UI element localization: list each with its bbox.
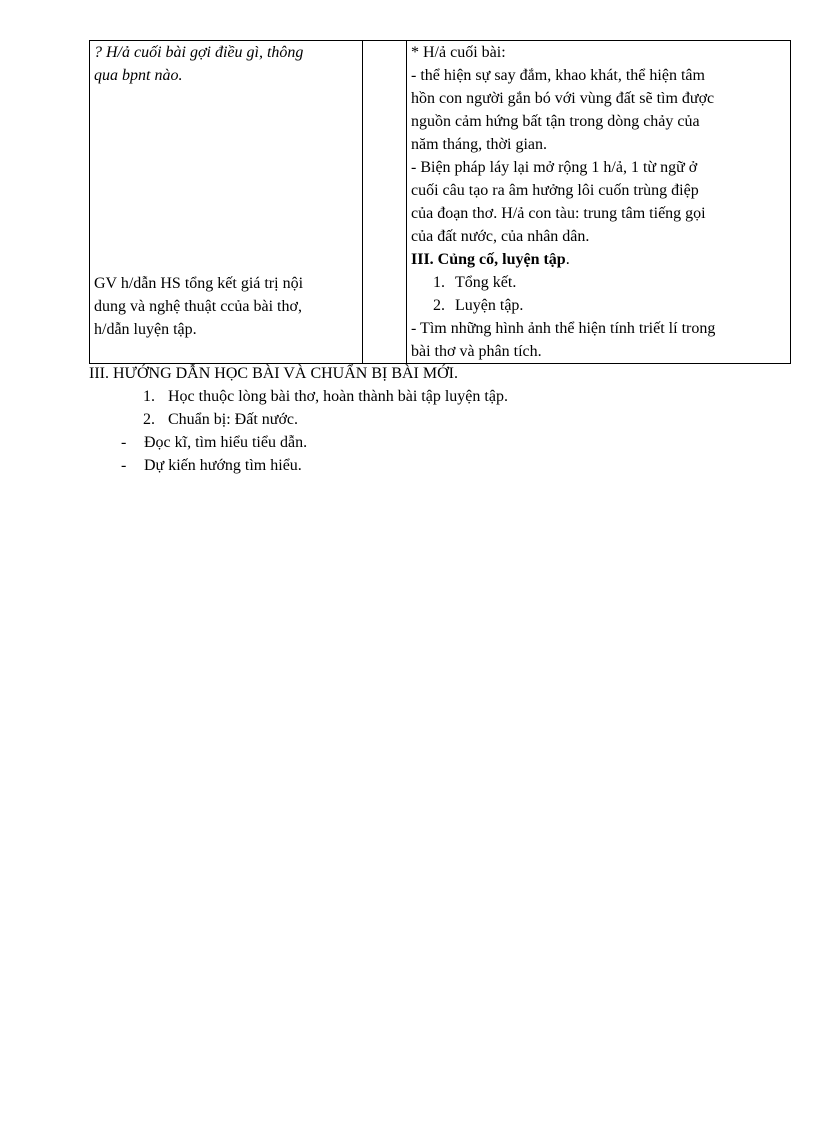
section-3-title: III. Củng cố, luyện tập — [411, 251, 566, 268]
student-activity-cell — [363, 41, 407, 364]
section-3-dot: . — [565, 251, 570, 268]
text-line: - Tìm những hình ảnh thể hiện tính triết lí trong — [411, 320, 716, 337]
content-paragraph-3 — [411, 317, 786, 363]
homework-item — [121, 385, 781, 408]
dash-marker: - — [121, 457, 127, 474]
section-3-heading — [411, 248, 786, 271]
list-text: Luyện tập. — [455, 297, 524, 314]
list-text: Đọc kĩ, tìm hiểu tiểu dẫn. — [144, 434, 308, 451]
homework-item — [121, 408, 781, 431]
text-line: của đất nước, của nhân dân. — [411, 228, 590, 245]
content-heading: * H/ả cuối bài: — [411, 44, 506, 61]
text-line: bài thơ và phân tích. — [411, 343, 542, 360]
text-line: h/dẫn luyện tập. — [94, 321, 197, 338]
text-line: của đoạn thơ. H/ả con tàu: trung tâm tiếng gọi — [411, 205, 706, 222]
content-paragraph-1 — [411, 64, 786, 156]
dash-marker: - — [121, 434, 127, 451]
homework-dash-item — [121, 431, 781, 454]
teacher-question — [94, 41, 358, 87]
list-item — [411, 271, 786, 294]
list-text: Tổng kết. — [455, 274, 517, 291]
list-number: 2. — [143, 411, 155, 428]
teacher-summary — [94, 272, 358, 341]
list-item — [411, 294, 786, 317]
text-line: - Biện pháp láy lại mở rộng 1 h/ả, 1 từ ngữ ở — [411, 159, 698, 176]
list-text: Học thuộc lòng bài thơ, hoàn thành bài tập luyện tập. — [168, 388, 508, 405]
list-number: 1. — [433, 274, 445, 291]
text-line: năm tháng, thời gian. — [411, 136, 547, 153]
text-line: qua bpnt nào. — [94, 67, 183, 84]
text-line: - thể hiện sự say đắm, khao khát, thể hiện tâm — [411, 67, 705, 84]
table-row — [90, 41, 791, 364]
text-line: ? H/ả cuối bài gợi điều gì, thông — [94, 44, 304, 61]
list-text: Chuẩn bị: Đất nước. — [168, 411, 298, 428]
list-number: 2. — [433, 297, 445, 314]
lesson-table — [89, 40, 791, 364]
list-number: 1. — [143, 388, 155, 405]
text-line: GV h/dẫn HS tổng kết giá trị nội — [94, 275, 304, 292]
list-text: Dự kiến hướng tìm hiểu. — [144, 457, 302, 474]
homework-section — [89, 362, 781, 477]
text-line: dung và nghệ thuật ccủa bài thơ, — [94, 298, 302, 315]
teacher-activity-cell — [90, 41, 363, 364]
text-line: cuối câu tạo ra âm hưởng lôi cuốn trùng điệp — [411, 182, 699, 199]
text-line: nguồn cảm hứng bất tận trong dòng chảy của — [411, 113, 700, 130]
text-line: hồn con người gắn bó với vùng đất sẽ tìm được — [411, 90, 715, 107]
content-paragraph-2 — [411, 156, 786, 248]
homework-dash-item — [121, 454, 781, 477]
content-cell — [407, 41, 791, 364]
homework-title: III. HƯỚNG DẪN HỌC BÀI VÀ CHUẨN BỊ BÀI MỚI. — [89, 365, 458, 382]
